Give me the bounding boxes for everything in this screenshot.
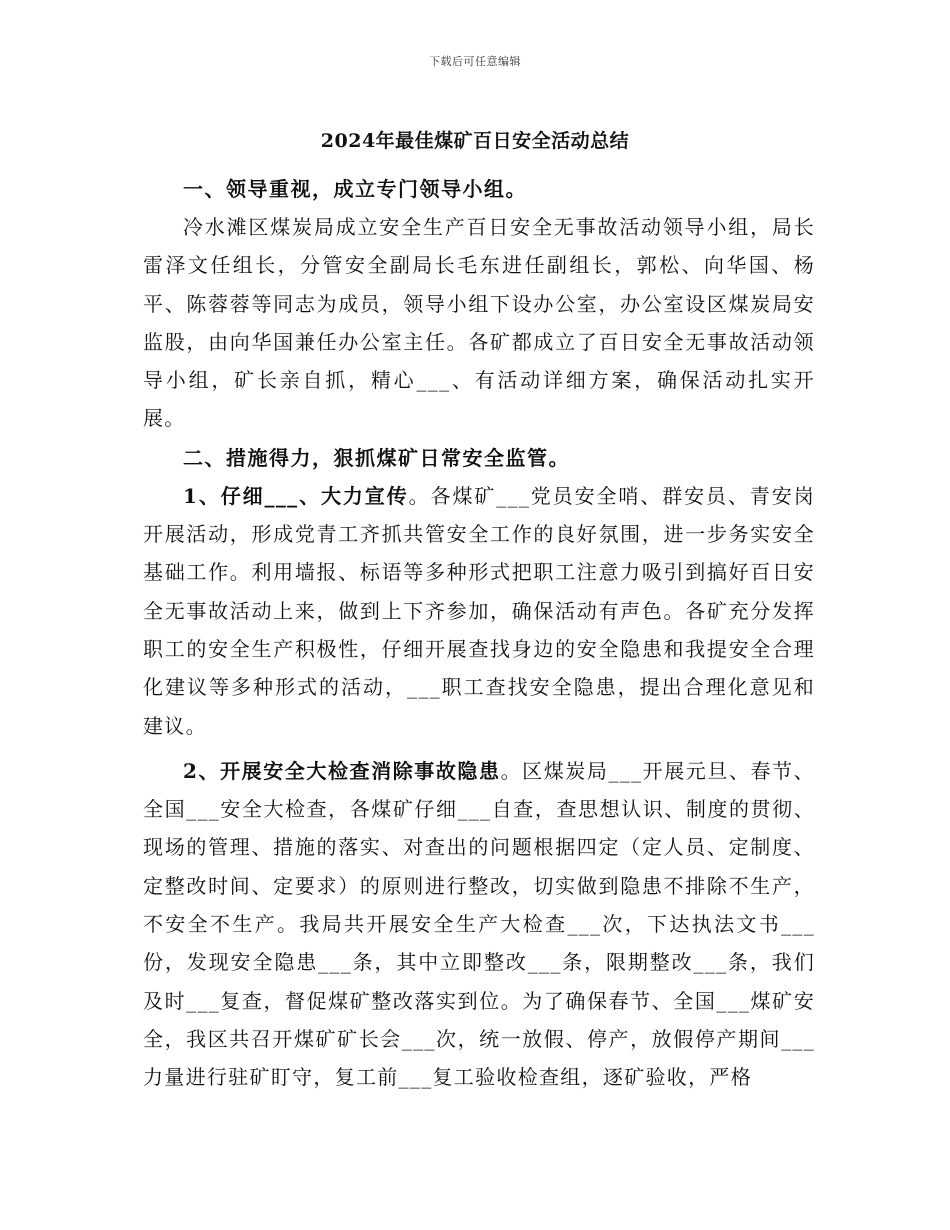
section-1-paragraph: 冷水滩区煤炭局成立安全生产百日安全无事故活动领导小组，局长雷泽文任组长，分管安全副局长毛东进任副组长，郭松、向华国、杨平、陈蓉蓉等同志为成员，领导小组下设办公室，办公室设区煤炭局安监股，由向华国兼任办公室主任。各矿都成立了百日安全无事故活动领导小组，矿长亲自抓，精心___、有活动详细方案，确保活动扎实开展。: [143, 215, 815, 431]
document-body: [143, 170, 815, 1097]
item-1-text: 。各煤矿___党员安全哨、群安员、青安岗开展活动，形成党青工齐抓共管安全工作的良好氛围，进一步务实安全基础工作。利用墙报、标语等多种形式把职工注意力吸引到搞好百日安全无事故活动上来，做到上下齐参加，确保活动有声色。各矿充分发挥职工的安全生产积极性，仔细开展查找身边的安全隐患和我提安全合理化建议等多种形式的活动，___职工查找安全隐患，提出合理化意见和建议。: [143, 483, 815, 738]
section-1-heading: 一、领导重视，成立专门领导小组。: [183, 177, 527, 201]
item-2-text: 。区煤炭局___开展元旦、春节、全国___安全大检查，各煤矿仔细___自查，查思想认识、制度的贯彻、现场的管理、措施的落实、对查出的问题根据四定（定人员、定制度、定整改时间、定要求）的原则进行整改，切实做到隐患不排除不生产，不安全不生产。我局共开展安全生产大检查___次，下达执法文书___份，发现安全隐患___条，其中立即整改___条，限期整改___条，我们及时___复查，督促煤矿整改落实到位。为了确保春节、全国___煤矿安全，我区共召开煤矿矿长会___次，统一放假、停产，放假停产期间___力量进行驻矿盯守，复工前___复工验收检查组，逐矿验收，严格: [143, 758, 815, 1090]
page-header-note: 下载后可任意编辑: [429, 55, 521, 68]
item-2-lead: 2、开展安全大检查消除事故隐患: [183, 758, 501, 783]
section-2-heading: 二、措施得力，狠抓煤矿日常安全监管。: [183, 445, 570, 470]
document-title: 2024年最佳煤矿百日安全活动总结: [320, 130, 630, 152]
item-2-paragraph: [143, 752, 815, 1097]
item-1-lead: 1、仔细___、大力宣传: [183, 483, 409, 508]
item-1-paragraph: [143, 477, 815, 745]
